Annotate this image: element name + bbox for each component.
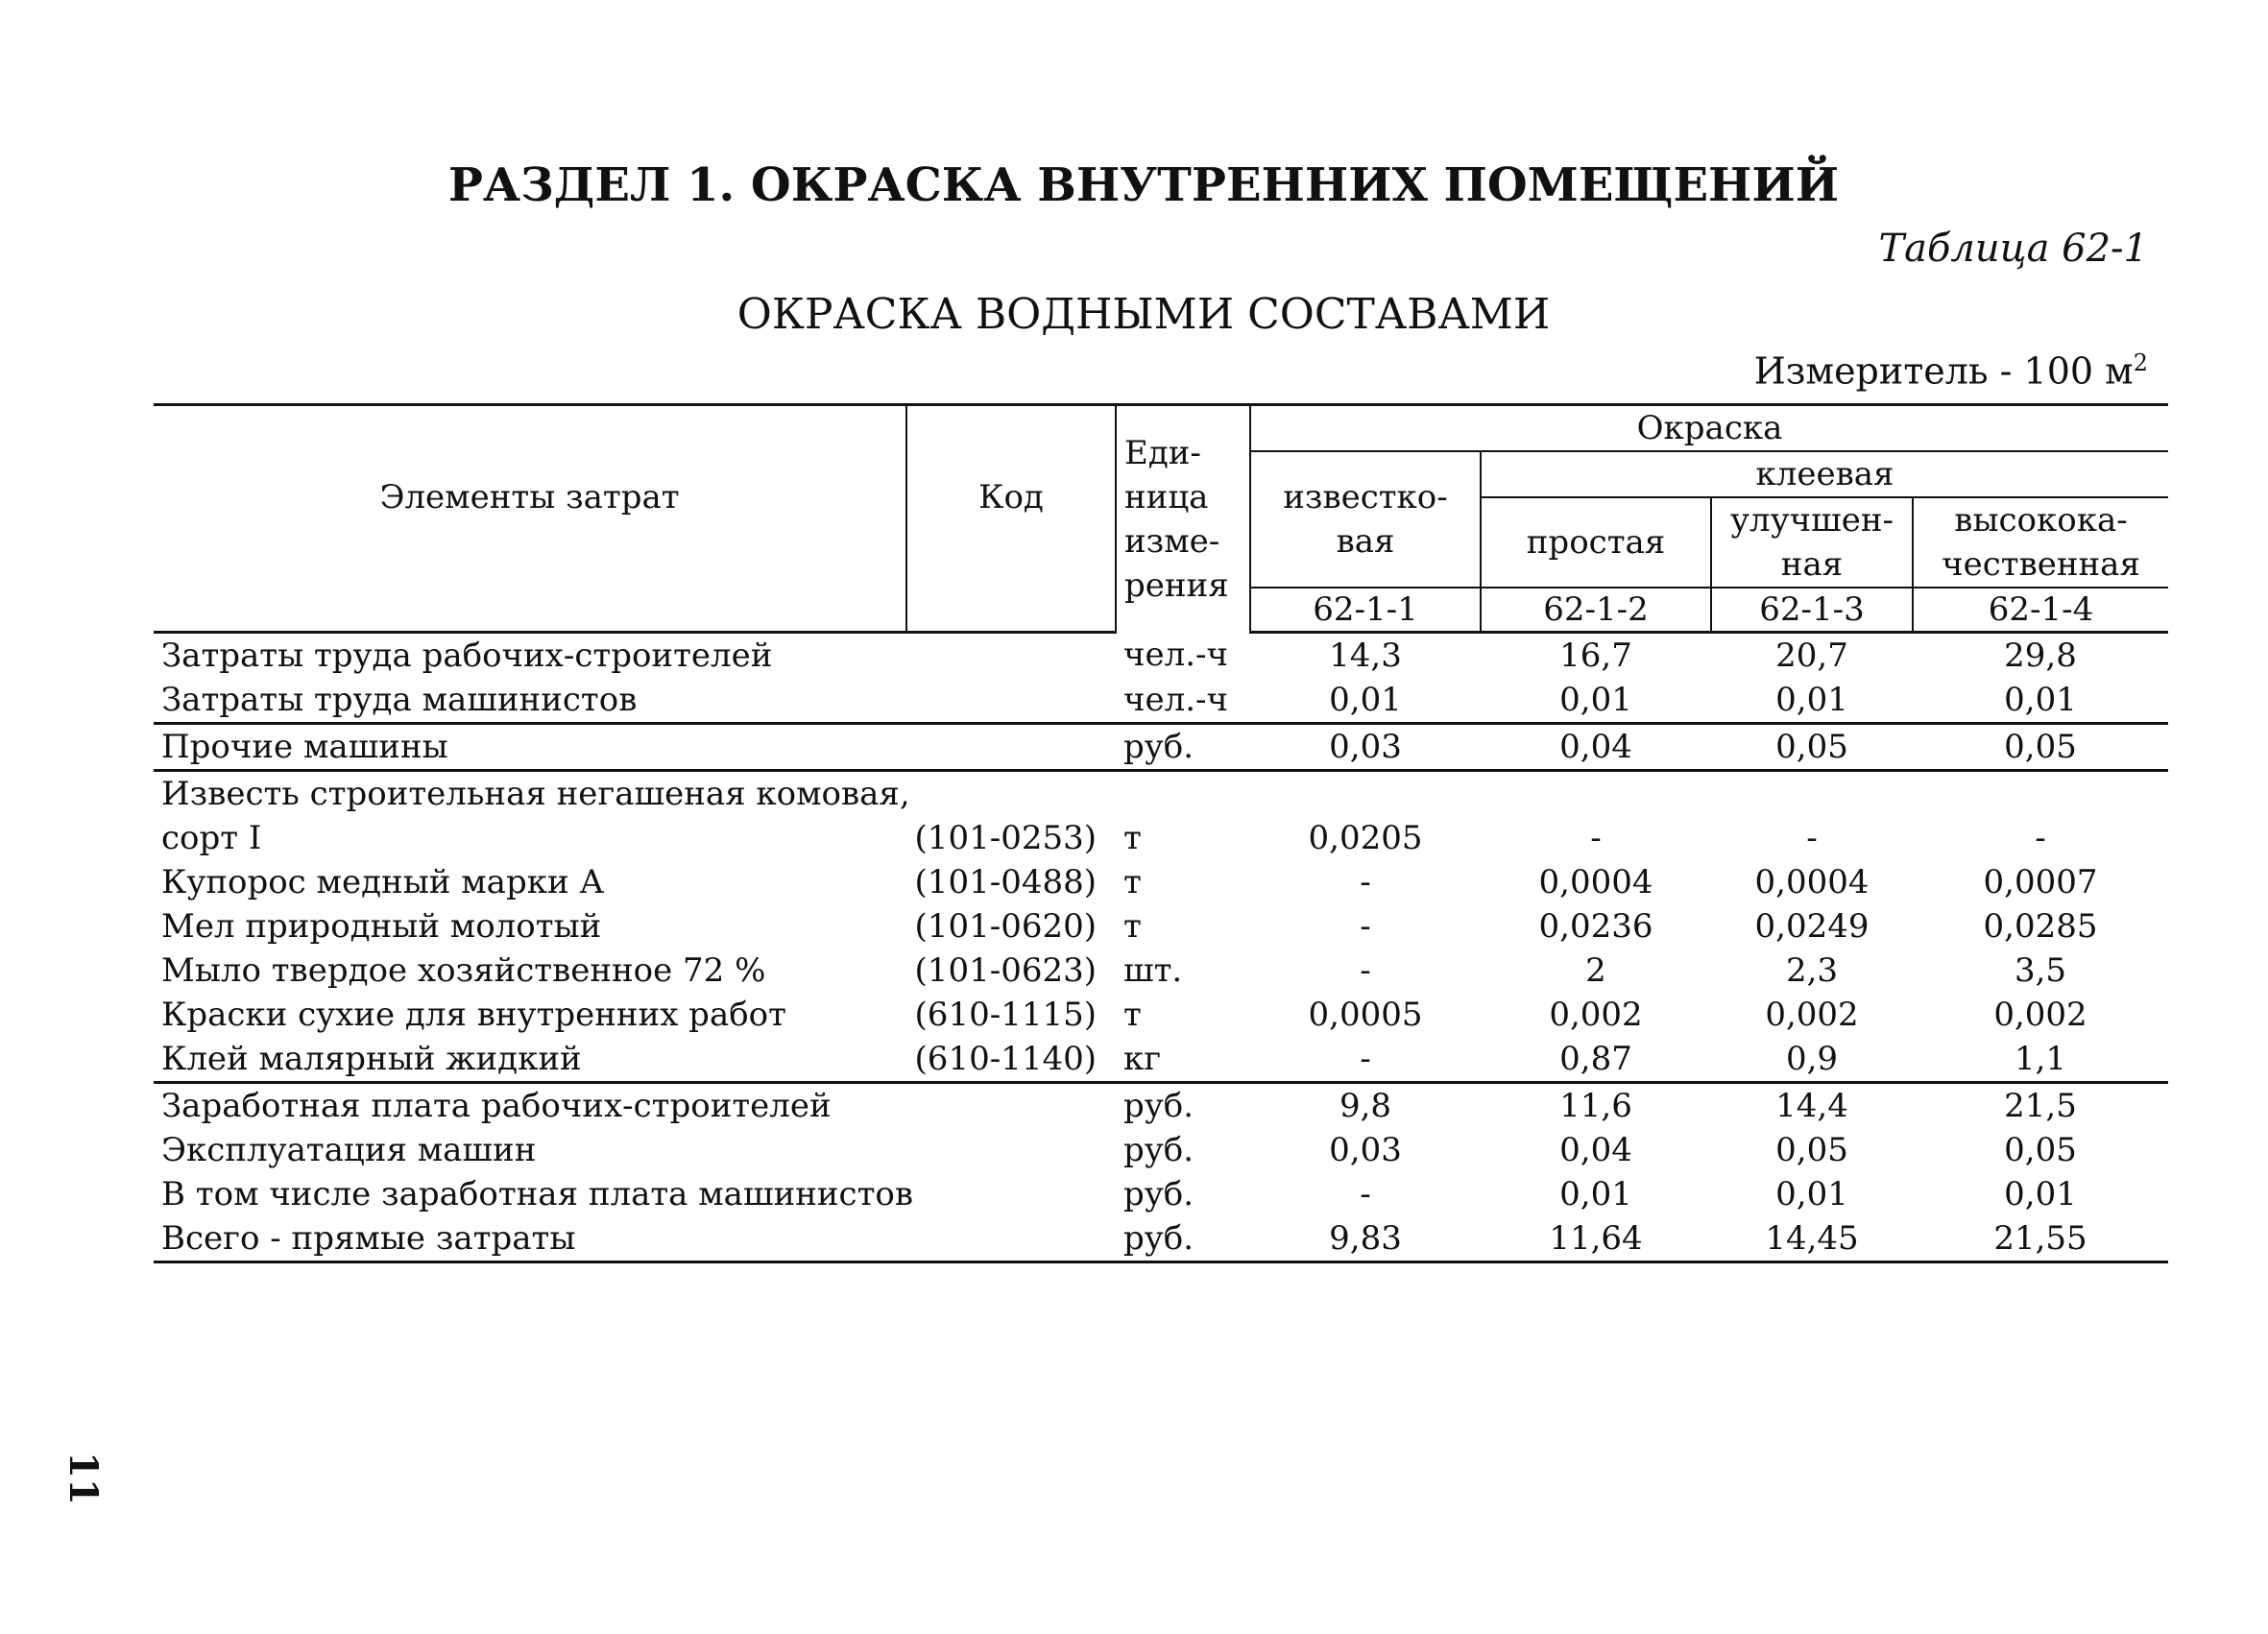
value-cell: 11,64 <box>1481 1216 1711 1262</box>
table-row <box>154 724 2168 771</box>
unit-of-measure: чел.-ч <box>1123 636 1228 675</box>
header-subgroup-glue: клеевая <box>1481 451 2168 497</box>
value-cell: - <box>2035 819 2046 857</box>
unit-of-measure: кг <box>1116 1037 1250 1083</box>
table-number: Таблица 62-1 <box>1878 227 2148 271</box>
header-code: Код <box>906 405 1116 589</box>
unit-of-measure: руб. <box>1116 1216 1250 1262</box>
table-row <box>154 904 2168 949</box>
value-cell: 14,45 <box>1711 1216 1913 1262</box>
resource-code: (610-1115) <box>914 996 1097 1034</box>
resource-code <box>906 1128 1116 1172</box>
resource-code: (101-0623) <box>914 951 1097 990</box>
value-cell: - <box>1360 907 1371 946</box>
table-row <box>154 1172 2168 1216</box>
value-cell: 0,04 <box>1481 724 1711 771</box>
value-cell: 29,8 <box>2004 637 2077 675</box>
value-cell: 0,05 <box>1913 724 2168 771</box>
value-cell: 0,03 <box>1250 724 1481 771</box>
value-cell: 0,05 <box>2004 1131 2077 1169</box>
value-cell: 2,3 <box>1785 951 1839 990</box>
cost-table <box>154 403 2168 1263</box>
value-cell: 0,0005 <box>1308 996 1423 1034</box>
value-cell: 0,05 <box>1711 724 1913 771</box>
header-unit-line: рения <box>1124 565 1229 605</box>
value-cell: 0,002 <box>1549 996 1643 1034</box>
header-group-painting: Окраска <box>1250 405 2168 452</box>
header-improved <box>1711 497 1913 588</box>
cost-element-name: Затраты труда машинистов <box>154 678 906 724</box>
cost-element-name: Клей малярный жидкий <box>154 1037 906 1083</box>
table-row <box>154 949 2168 993</box>
value-cell: 2 <box>1585 951 1606 990</box>
cost-element-name: Затраты труда рабочих-строителей <box>161 637 773 675</box>
resource-code <box>906 1172 1116 1216</box>
measure-label: Измеритель - 100 м <box>1753 349 2134 393</box>
header-blank <box>906 588 1116 633</box>
measure-unit <box>1754 349 2148 393</box>
header-high <box>1913 497 2168 588</box>
unit-of-measure: шт. <box>1123 951 1183 990</box>
value-cell: 14,4 <box>1775 1087 1848 1125</box>
value-cell: - <box>1360 1175 1371 1213</box>
value-cell: 0,87 <box>1481 1037 1711 1083</box>
value-cell: 0,002 <box>1765 996 1859 1034</box>
value-cell: - <box>1360 951 1371 990</box>
value-cell: 0,01 <box>1913 678 2168 724</box>
resource-code: (101-0253) <box>914 819 1097 857</box>
resource-code: (610-1140) <box>906 1037 1116 1083</box>
value-cell: 0,01 <box>1250 678 1481 724</box>
header-unit-line: Еди- <box>1124 433 1201 472</box>
measure-superscript: 2 <box>2133 349 2148 376</box>
value-cell: 9,8 <box>1339 1087 1392 1125</box>
col-id: 62-1-4 <box>1913 588 2168 633</box>
value-cell: 0,01 <box>1559 1175 1632 1213</box>
table-row <box>154 993 2168 1037</box>
value-cell: 0,01 <box>1711 678 1913 724</box>
unit-of-measure: чел.-ч <box>1116 678 1250 724</box>
cost-element-name: Эксплуатация машин <box>161 1131 537 1169</box>
unit-of-measure: руб. <box>1123 1087 1194 1125</box>
table-row <box>154 1216 2168 1262</box>
header-unit <box>1116 405 1250 633</box>
table-row <box>154 1037 2168 1083</box>
value-cell: 14,3 <box>1329 637 1402 675</box>
header-blank <box>154 588 906 633</box>
value-cell: 0,0236 <box>1538 907 1653 946</box>
header-unit-line: ница <box>1124 477 1209 517</box>
resource-code <box>906 771 1116 817</box>
col-id: 62-1-1 <box>1250 588 1481 633</box>
table-row <box>154 1128 2168 1172</box>
resource-code <box>906 678 1116 724</box>
value-cell: 0,0285 <box>1983 907 2098 946</box>
table-subtitle: ОКРАСКА ВОДНЫМИ СОСТАВАМИ <box>736 290 1551 339</box>
table-row <box>154 771 2168 817</box>
value-cell: 0,04 <box>1559 1131 1632 1169</box>
value-cell <box>1250 771 1481 817</box>
unit-of-measure: т <box>1123 819 1142 857</box>
cost-element-name: Известь строительная негашеная комовая, <box>161 775 910 813</box>
header-improved-line: ная <box>1780 545 1844 584</box>
table-row <box>154 816 2168 860</box>
resource-code <box>906 1083 1116 1129</box>
value-cell: 16,7 <box>1559 637 1632 675</box>
table-row <box>154 633 2168 679</box>
cost-element-name: Мел природный молотый <box>161 907 602 946</box>
value-cell: 0,01 <box>1481 678 1711 724</box>
value-cell <box>1481 771 1711 817</box>
section-title: РАЗДЕЛ 1. ОКРАСКА ВНУТРЕННИХ ПОМЕЩЕНИЙ <box>447 158 1840 212</box>
cost-element-name: Всего - прямые затраты <box>154 1216 906 1262</box>
table-body <box>154 633 2168 1262</box>
value-cell: 9,83 <box>1250 1216 1481 1262</box>
unit-of-measure: руб. <box>1123 1175 1194 1213</box>
header-lime-line: вая <box>1336 522 1395 561</box>
page-number: 11 <box>60 1452 106 1505</box>
value-cell: - <box>1360 863 1371 901</box>
value-cell: 1,1 <box>1913 1037 2168 1083</box>
value-cell: - <box>1806 819 1818 857</box>
resource-code <box>906 1216 1116 1262</box>
unit-of-measure: т <box>1123 863 1142 901</box>
value-cell: 0,0205 <box>1308 819 1423 857</box>
value-cell: - <box>1590 819 1602 857</box>
resource-code: (101-0620) <box>914 907 1097 946</box>
cost-element-name: сорт I <box>161 819 262 857</box>
value-cell: 0,05 <box>1775 1131 1848 1169</box>
resource-code <box>906 633 1116 679</box>
unit-of-measure: руб. <box>1123 1131 1194 1169</box>
value-cell: 3,5 <box>2014 951 2067 990</box>
resource-code: (101-0488) <box>914 863 1097 901</box>
cost-element-name: Мыло твердое хозяйственное 72 % <box>161 951 766 990</box>
unit-of-measure <box>1116 771 1250 817</box>
unit-of-measure: т <box>1123 996 1142 1034</box>
header-lime <box>1250 451 1481 588</box>
value-cell: 20,7 <box>1775 637 1848 675</box>
value-cell: 0,01 <box>1775 1175 1848 1213</box>
unit-of-measure: руб. <box>1116 724 1250 771</box>
header-improved-line: улучшен- <box>1730 501 1894 540</box>
header-high-line: чественная <box>1942 545 2140 584</box>
value-cell: 21,55 <box>1913 1216 2168 1262</box>
value-cell: - <box>1250 1037 1481 1083</box>
header-lime-line: известко- <box>1283 478 1448 517</box>
table-row <box>154 860 2168 904</box>
cost-element-name: Купорос медный марки А <box>161 863 605 901</box>
value-cell: 0,0007 <box>1983 863 2098 901</box>
header-unit-line: изме- <box>1124 521 1220 561</box>
cost-element-name: Прочие машины <box>154 724 906 771</box>
table-row <box>154 1083 2168 1129</box>
value-cell: 0,03 <box>1329 1131 1402 1169</box>
value-cell: 0,01 <box>2004 1175 2077 1213</box>
value-cell: 0,9 <box>1711 1037 1913 1083</box>
unit-of-measure: т <box>1123 907 1142 946</box>
cost-element-name: Краски сухие для внутренних работ <box>161 996 786 1034</box>
value-cell: 0,0004 <box>1538 863 1653 901</box>
col-id: 62-1-2 <box>1481 588 1711 633</box>
col-id: 62-1-3 <box>1711 588 1913 633</box>
value-cell: 0,0004 <box>1754 863 1870 901</box>
value-cell: 0,0249 <box>1754 907 1870 946</box>
value-cell: 11,6 <box>1559 1087 1632 1125</box>
value-cell <box>1913 771 2168 817</box>
value-cell: 21,5 <box>2004 1087 2077 1125</box>
table-row <box>154 678 2168 724</box>
header-cost-elements: Элементы затрат <box>154 405 906 589</box>
cost-element-name: Заработная плата рабочих-строителей <box>161 1087 832 1125</box>
value-cell: 0,002 <box>1993 996 2087 1034</box>
header-simple: простая <box>1481 497 1711 588</box>
resource-code <box>906 724 1116 771</box>
value-cell <box>1711 771 1913 817</box>
cost-element-name: В том числе заработная плата машинистов <box>161 1175 914 1213</box>
header-high-line: высокока- <box>1954 501 2128 540</box>
